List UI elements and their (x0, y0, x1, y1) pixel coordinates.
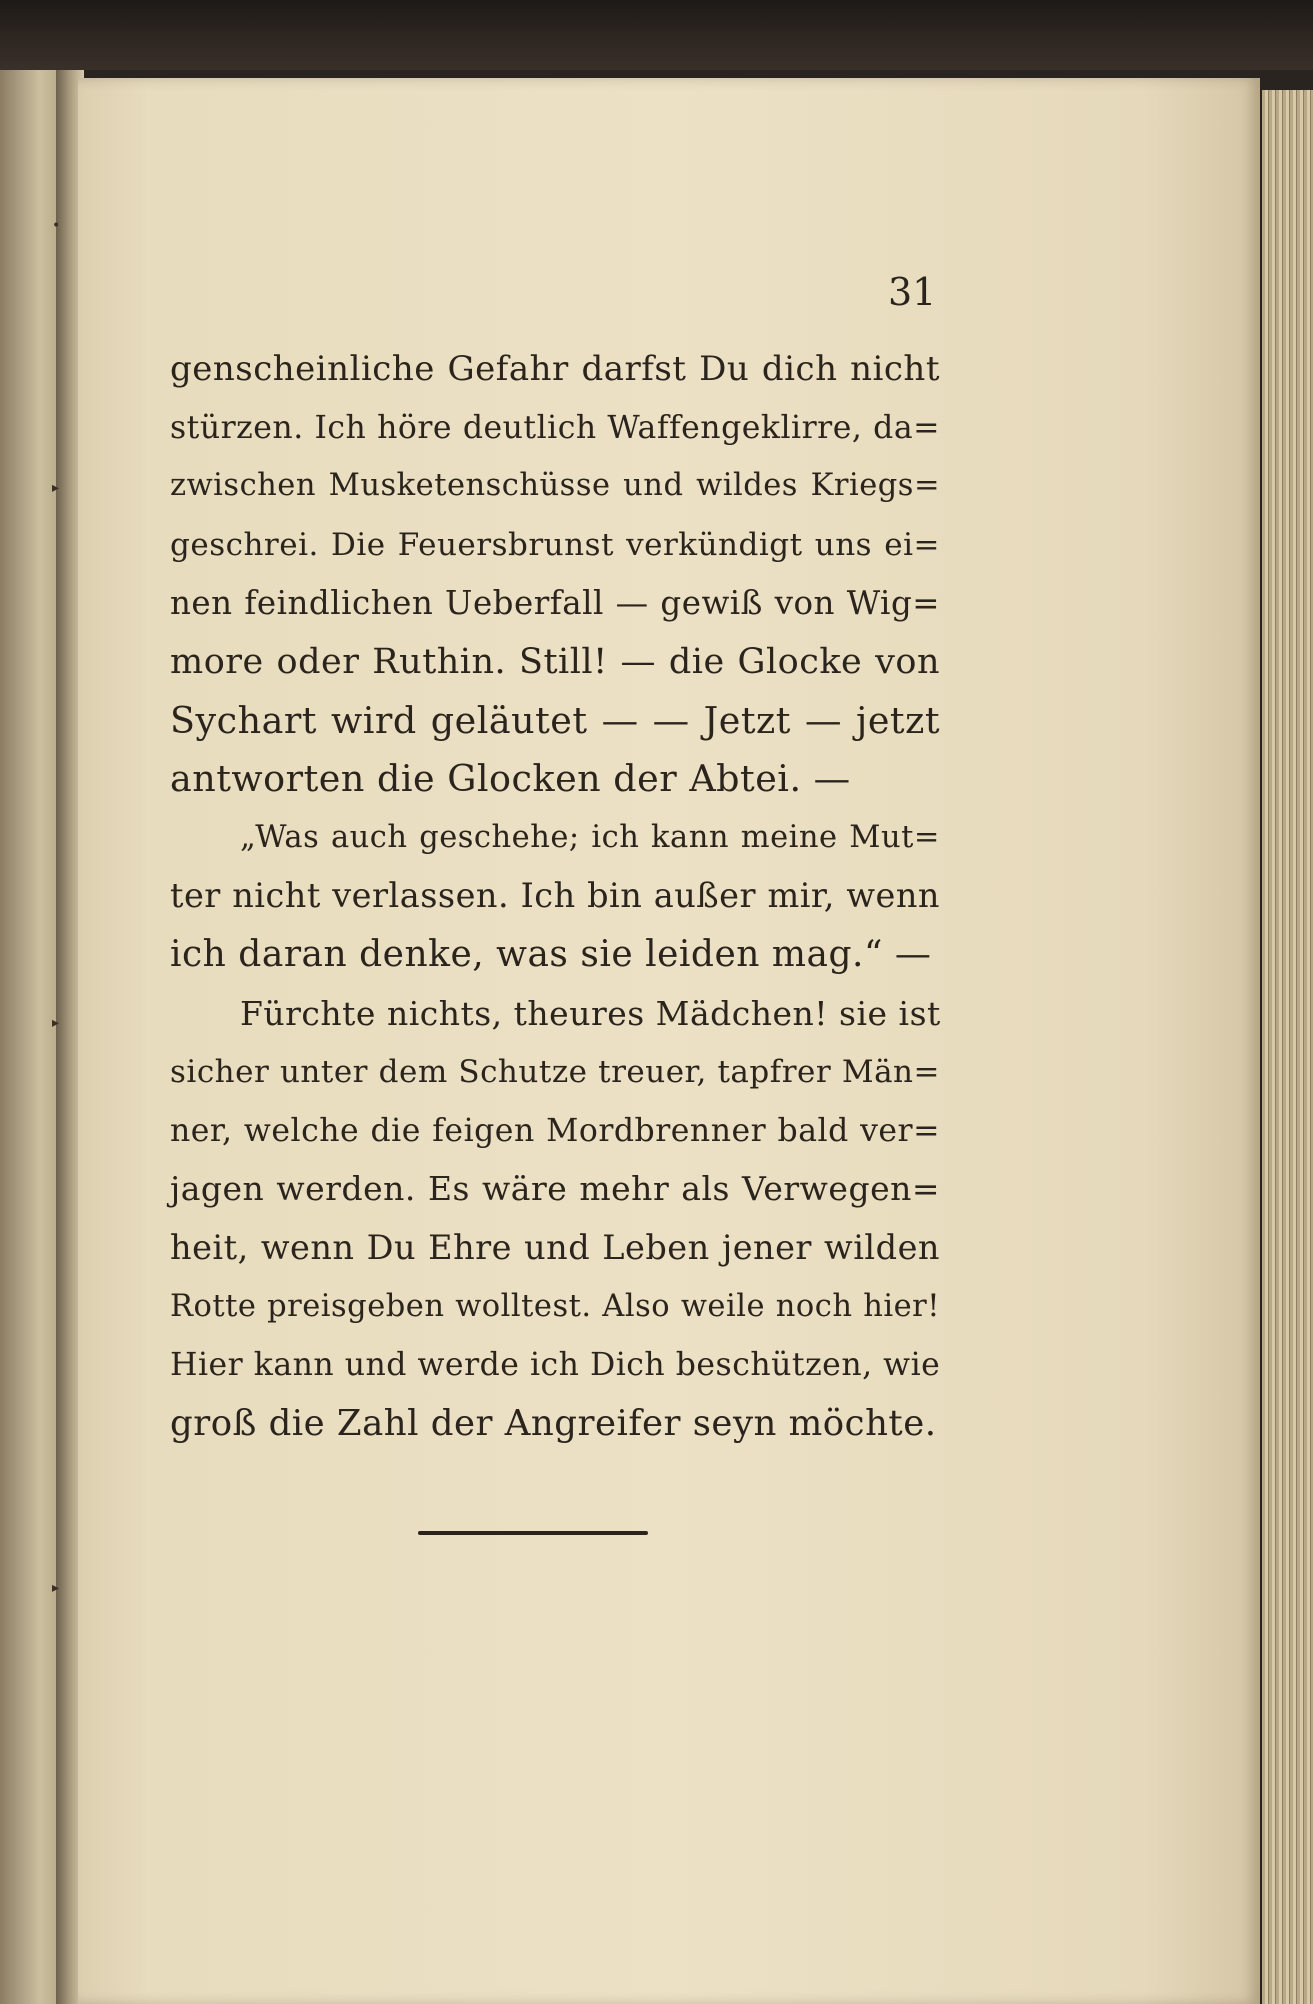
margin-mark: ▸ (52, 1580, 60, 1596)
text-line: Sychart wird geläutet — — Jetzt — jetzt (170, 698, 940, 742)
text-line: Fürchte nichts, theures Mädchen! sie ist (240, 993, 941, 1033)
text-line: jagen werden. Es wäre mehr als Verwegen= (170, 1169, 940, 1209)
text-line: Rotte preisgeben wolltest. Also weile noch hier! (170, 1288, 940, 1324)
text-line: stürzen. Ich höre deutlich Waffengeklirre, da= (170, 409, 940, 446)
end-rule (418, 1531, 648, 1535)
text-line: ter nicht verlassen. Ich bin außer mir, wenn (170, 876, 940, 916)
margin-mark: ▸ (52, 480, 60, 496)
text-line: ner, welche die feigen Mordbrenner bald ver= (170, 1112, 940, 1149)
text-line: sicher unter dem Schutze treuer, tapfrer Män= (170, 1054, 940, 1091)
margin-mark: ▸ (52, 1015, 60, 1031)
text-line: more oder Ruthin. Still! — die Glocke von (170, 641, 940, 682)
text-line: zwischen Musketenschüsse und wildes Kriegs= (170, 468, 940, 504)
text-line: „Was auch geschehe; ich kann meine Mut= (240, 819, 940, 855)
text-line: antworten die Glocken der Abtei. — (170, 757, 851, 801)
text-line: ich daran denke, was sie leiden mag.“ — (170, 933, 932, 975)
book-edge-top (0, 0, 1313, 70)
text-line: genscheinliche Gefahr darfst Du dich nicht (170, 349, 940, 389)
margin-mark: • (52, 218, 61, 234)
text-line: Hier kann und werde ich Dich beschützen, wie (170, 1347, 941, 1384)
body-text (170, 340, 940, 1453)
page-number: 31 (888, 270, 937, 314)
text-line: heit, wenn Du Ehre und Leben jener wilden (170, 1227, 940, 1267)
page-stack-edge (1262, 90, 1313, 2004)
text-line: nen feindlichen Ueberfall — gewiß von Wig= (170, 584, 940, 623)
text-line: geschrei. Die Feuersbrunst verkündigt uns ei= (170, 526, 940, 563)
text-line: groß die Zahl der Angreifer seyn möchte. (170, 1402, 937, 1444)
